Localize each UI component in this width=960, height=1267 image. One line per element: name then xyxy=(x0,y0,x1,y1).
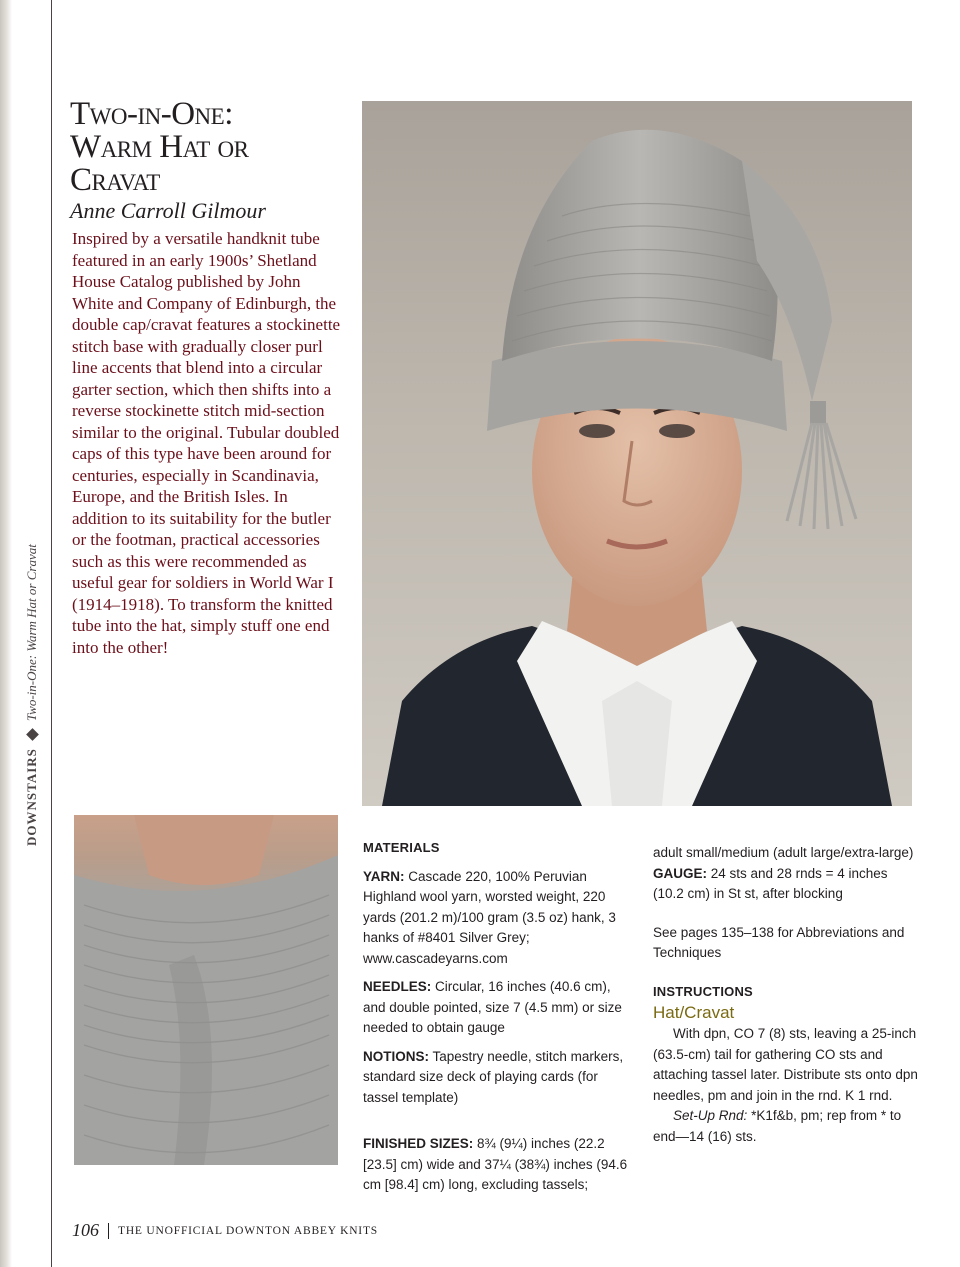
materials-heading: MATERIALS xyxy=(363,840,440,855)
hat-cravat-subheading: Hat/Cravat xyxy=(653,1003,735,1022)
running-head xyxy=(14,446,50,846)
setup-round xyxy=(653,1106,921,1147)
page-edge xyxy=(0,0,12,1267)
notions-label: NOTIONS: xyxy=(363,1048,429,1064)
page-number: 106 xyxy=(72,1220,99,1240)
finished-sizes-label: FINISHED SIZES: xyxy=(363,1136,474,1151)
page-footer xyxy=(72,1220,378,1241)
needles-entry xyxy=(363,977,628,1039)
intro-paragraph: Inspired by a versatile handknit tube featured in an early 1900s’ Shetland House Catalog published by John White and Company of Edinburgh, the double cap/cravat features a stockinette stitch base with gradually closer purl line accents that blend into a circular garter section, which then shifts into a reverse stockinette stitch mid-section similar to the original. Tubular doubled caps of this type have been around for centuries, especially in Scandinavia, Europe, and the British Isles. In addition to its suitability for the butler or the footman, practical accessories such as this were recommended as useful gear for soldiers in World War I (1914–1918). To transform the knitted tube into the hat, simply stuff one end into the other! xyxy=(72,229,341,657)
gauge-text: 24 sts and 28 rnds = 4 inches (10.2 cm) in St st, after blocking xyxy=(653,865,888,901)
yarn-label: YARN: xyxy=(363,868,405,884)
intro-text xyxy=(72,228,342,658)
diamond-ornament-icon xyxy=(26,728,39,741)
yarn-entry xyxy=(363,867,628,970)
setup-label: Set-Up Rnd: xyxy=(673,1108,748,1123)
scarf-photo xyxy=(74,815,338,1165)
instructions-heading: INSTRUCTIONS xyxy=(653,983,753,999)
title-line: Two-in-One: xyxy=(70,96,233,132)
finished-sizes-text: 8¾ (9¼) inches (22.2 [23.5] cm) wide and 37¼ (38¾) inches (94.6 cm [98.4] cm) long, excluding tassels; xyxy=(363,1136,628,1192)
needles-label: NEEDLES: xyxy=(363,979,432,994)
running-head-section: DOWNSTAIRS xyxy=(24,748,39,846)
materials-column xyxy=(363,838,628,1196)
instructions-paragraph: With dpn, CO 7 (8) sts, leaving a 25-inch (63.5-cm) tail for gathering CO sts and attaching tassel later. Distribute sts onto dpn needles, pm and join in the rnd. K 1 rnd. xyxy=(653,1026,918,1103)
running-head-title: Two-in-One: Warm Hat or Cravat xyxy=(24,544,39,722)
author-name: Anne Carroll Gilmour xyxy=(70,198,266,223)
finished-sizes-entry xyxy=(363,1134,628,1196)
side-rule xyxy=(51,0,52,1267)
book-title: THE UNOFFICIAL DOWNTON ABBEY KNITS xyxy=(118,1224,378,1237)
see-pages-note: See pages 135–138 for Abbreviations and Techniques xyxy=(653,924,905,960)
title-line: Warm Hat or xyxy=(70,129,249,165)
gauge-label: GAUGE: xyxy=(653,865,707,881)
instructions-column xyxy=(653,843,921,1147)
gauge-entry xyxy=(653,864,921,905)
pattern-title xyxy=(70,98,350,197)
hat-photo-illustration xyxy=(362,101,912,806)
notions-text: Tapestry needle, stitch markers, standard size deck of playing cards (for tassel template) xyxy=(363,1048,624,1105)
scarf-photo-illustration xyxy=(74,815,338,1165)
footer-separator xyxy=(108,1223,109,1239)
title-line: Cravat xyxy=(70,162,160,198)
hat-photo xyxy=(362,101,912,806)
finished-sizes-continued: adult small/medium (adult large/extra-large) xyxy=(653,845,914,860)
setup-text: *K1f&b, pm; rep from * to end—14 (16) sts. xyxy=(653,1108,902,1144)
needles-text: Circular, 16 inches (40.6 cm), and double pointed, size 7 (4.5 mm) or size needed to obtain gauge xyxy=(363,979,622,1035)
notions-entry xyxy=(363,1047,628,1109)
yarn-text: Cascade 220, 100% Peruvian Highland wool yarn, worsted weight, 220 yards (201.2 m)/100 gram (3.5 oz) hank, 3 hanks of #8401 Silver Grey; www.cascadeyarns.com xyxy=(363,868,616,966)
